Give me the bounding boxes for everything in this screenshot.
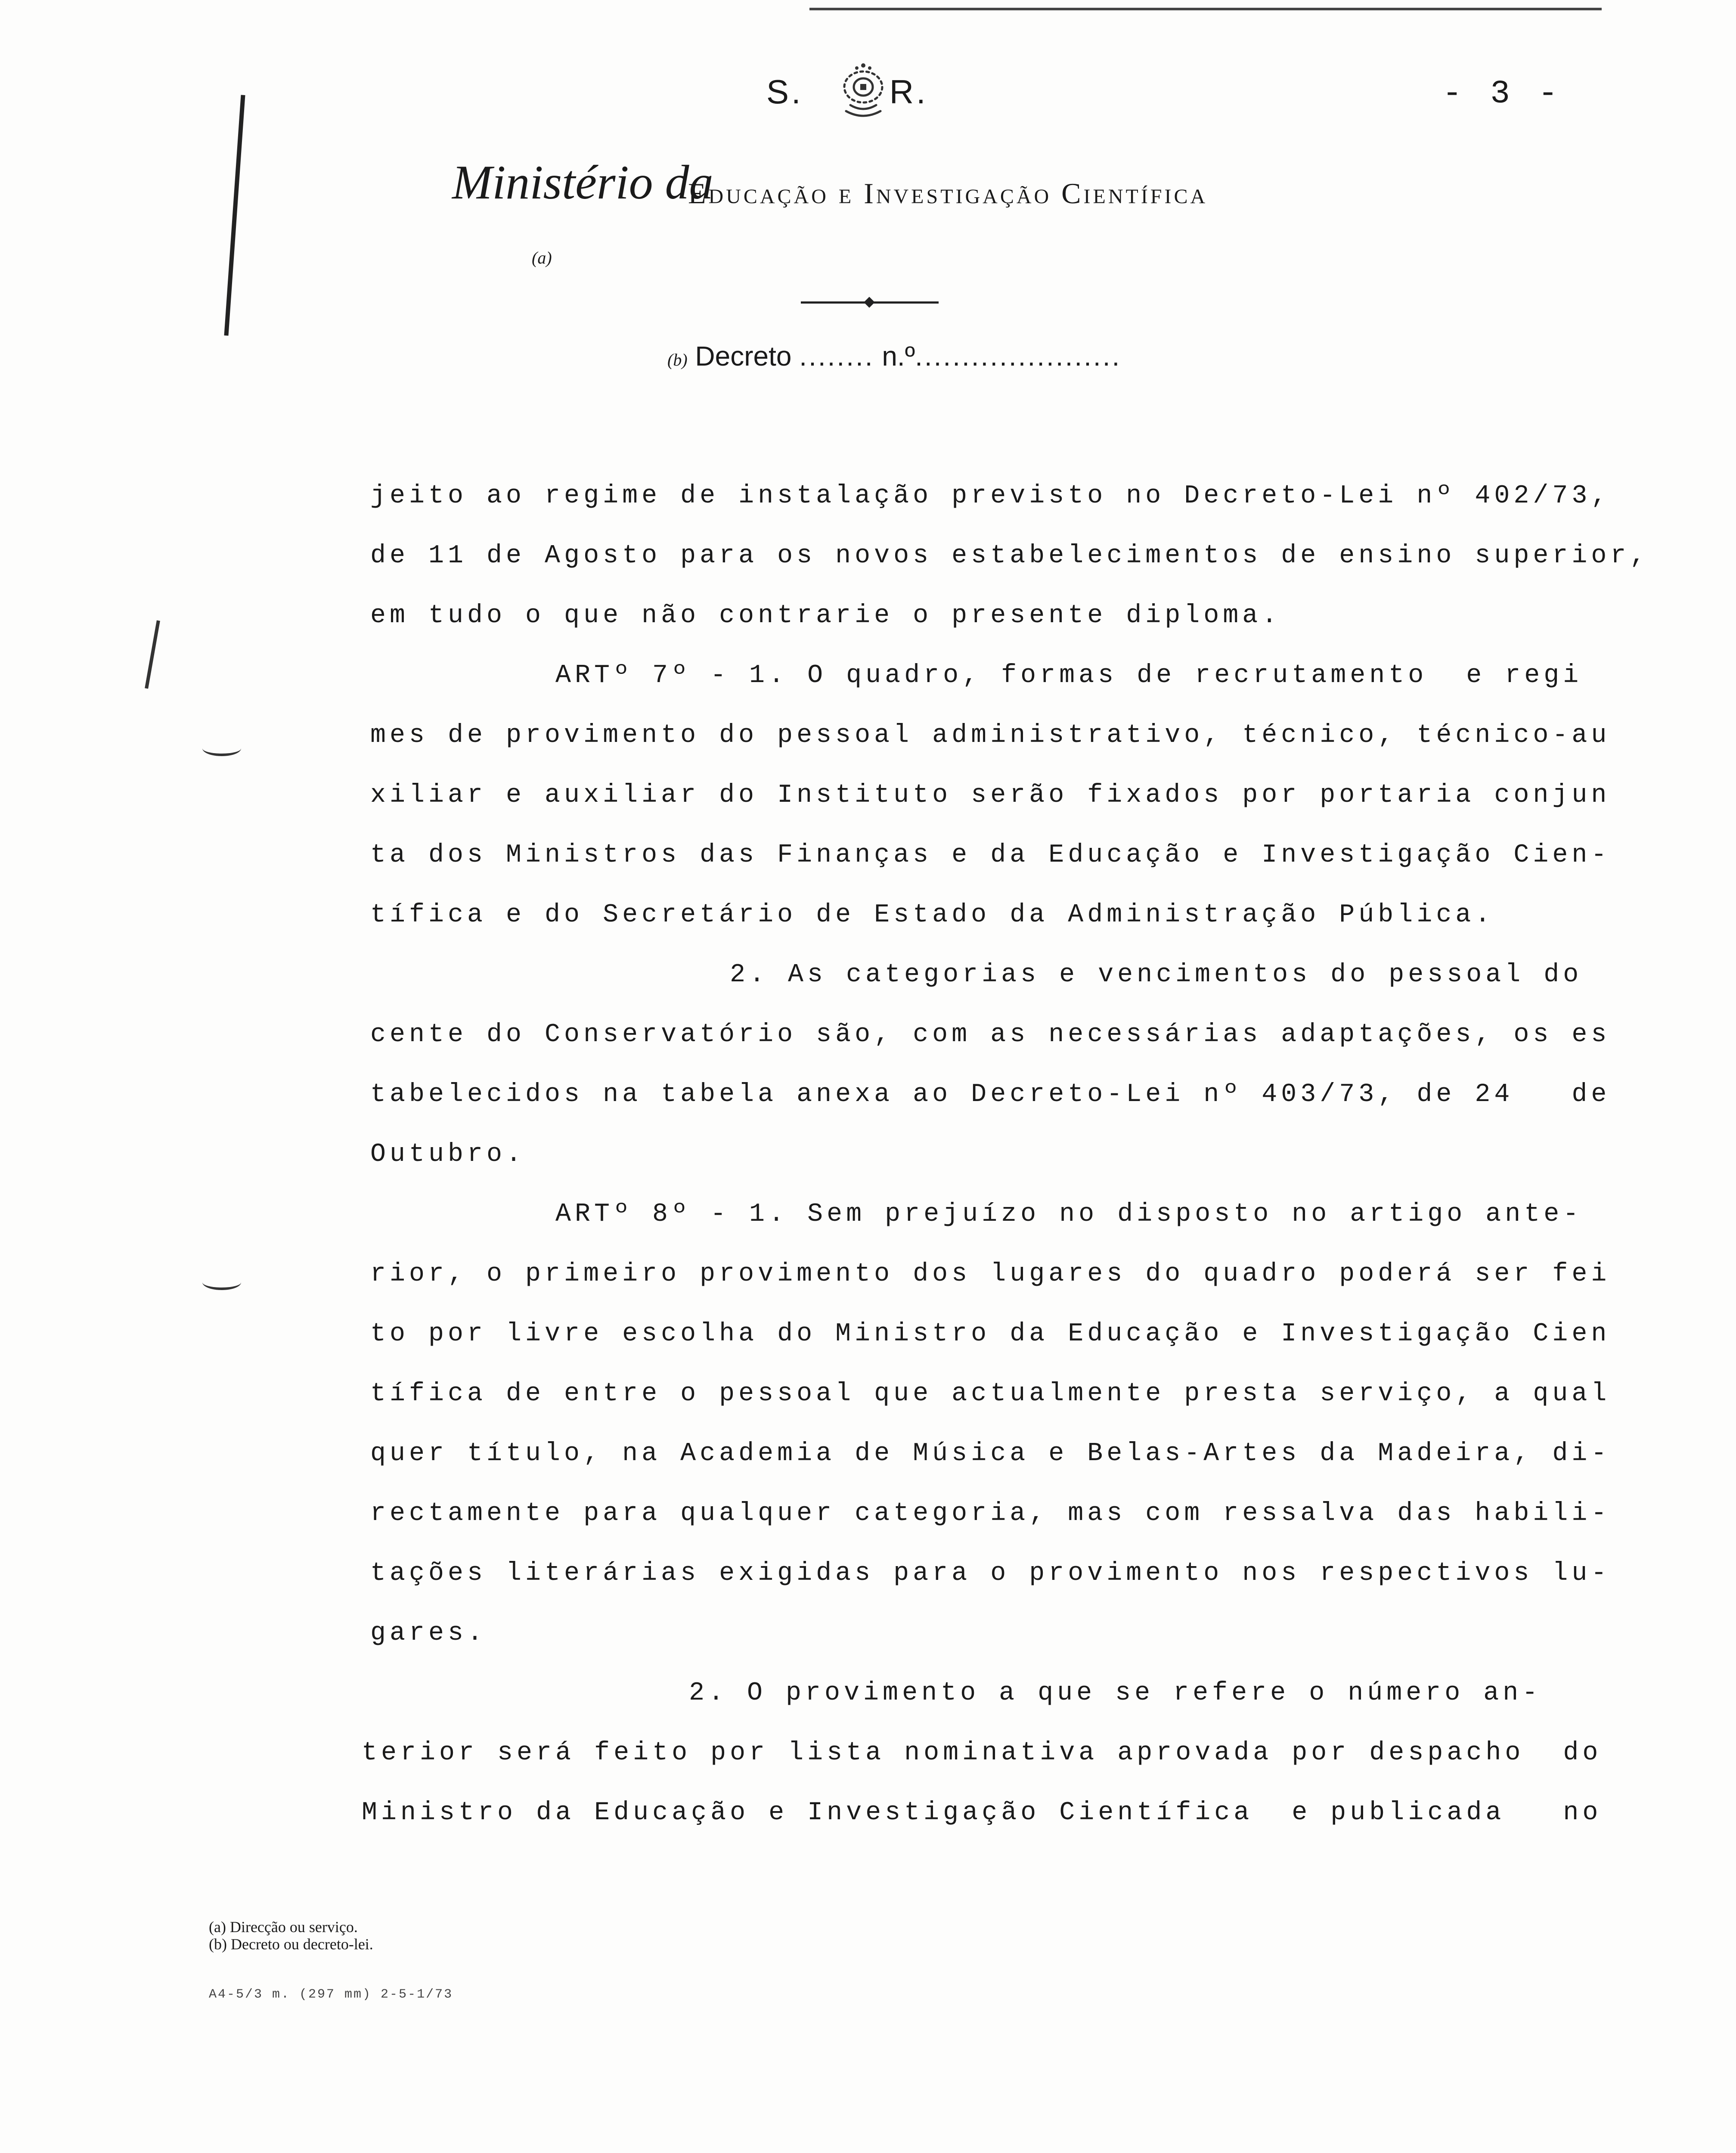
body-line: mes de provimento do pessoal administrativo, técnico, técnico-au [370,721,1611,750]
margin-hole-mark [202,1275,241,1290]
body-line: de 11 de Agosto para os novos estabelecimentos de ensino superior, [370,541,1649,571]
paragraph-2-heading: 2. As categorias e vencimentos do pessoal do [730,960,1583,990]
body-line: jeito ao regime de instalação previsto no Decreto-Lei nº 402/73, [370,481,1611,511]
body-line: Ministro da Educação e Investigação Científica e publicada no [362,1798,1602,1827]
divider-diamond-icon [864,297,874,307]
decree-label: Decreto [695,341,792,372]
decree-number-label: n.º [882,341,915,372]
body-line: rectamente para qualquer categoria, mas com ressalva das habili- [370,1499,1611,1528]
decree-type-blank: ........ [799,341,874,372]
ministry-title-caps: Educação e Investigação Científica [688,177,1208,210]
coat-of-arms-icon [827,60,900,125]
margin-bracket-mark [224,95,245,335]
direction-marker-a: (a) [532,248,552,267]
decree-number-blank: ...................... [915,341,1122,372]
footnotes [209,1918,373,1953]
body-line: tífica de entre o pessoal que actualmente presta serviço, a qual [370,1379,1611,1408]
page-number: - 3 - [1442,75,1562,112]
body-line: ta dos Ministros das Finanças e da Educação e Investigação Cien- [370,841,1611,870]
footnote-b: (b) Decreto ou decreto-lei. [209,1936,373,1953]
paragraph-2-heading: 2. O provimento a que se refere o número an- [689,1678,1542,1708]
print-code: A4-5/3 m. (297 mm) 2-5-1/73 [209,1987,453,2002]
margin-tick-mark [145,620,160,689]
article-7-heading: ARTº 7º - 1. O quadro, formas de recrutamento e regi [555,661,1583,690]
body-line: xiliar e auxiliar do Instituto serão fixados por portaria conjun [370,781,1611,810]
body-line: Outubro. [370,1140,526,1169]
body-line: terior será feito por lista nominativa aprovada por despacho do [362,1738,1602,1768]
margin-hole-mark [202,741,241,756]
body-line: em tudo o que não contrarie o presente diploma. [370,601,1281,630]
body-line: rior, o primeiro provimento dos lugares do quadro poderá ser fei [370,1260,1611,1289]
footnote-a: (a) Direcção ou serviço. [209,1918,358,1936]
decree-line [667,340,1121,372]
body-line: tífica e do Secretário de Estado da Administração Pública. [370,900,1494,930]
republic-letter-s: S. [766,73,803,111]
body-line: tabelecidos na tabela anexa ao Decreto-Lei nº 403/73, de 24 de [370,1080,1611,1109]
ministry-title-script: Ministério da [452,156,713,209]
article-8-heading: ARTº 8º - 1. Sem prejuízo no disposto no artigo ante- [555,1200,1583,1229]
decree-marker-b: (b) [667,350,688,369]
body-line: to por livre escolha do Ministro da Educação e Investigação Cien [370,1319,1611,1349]
republic-letter-r: R. [889,73,928,111]
top-scan-rule [809,8,1602,10]
body-line: gares. [370,1619,487,1648]
body-line: quer título, na Academia de Música e Belas-Artes da Madeira, di- [370,1439,1611,1468]
body-line: tações literárias exigidas para o provimento nos respectivos lu- [370,1559,1611,1588]
body-line: cente do Conservatório são, com as necessárias adaptações, os es [370,1020,1611,1049]
